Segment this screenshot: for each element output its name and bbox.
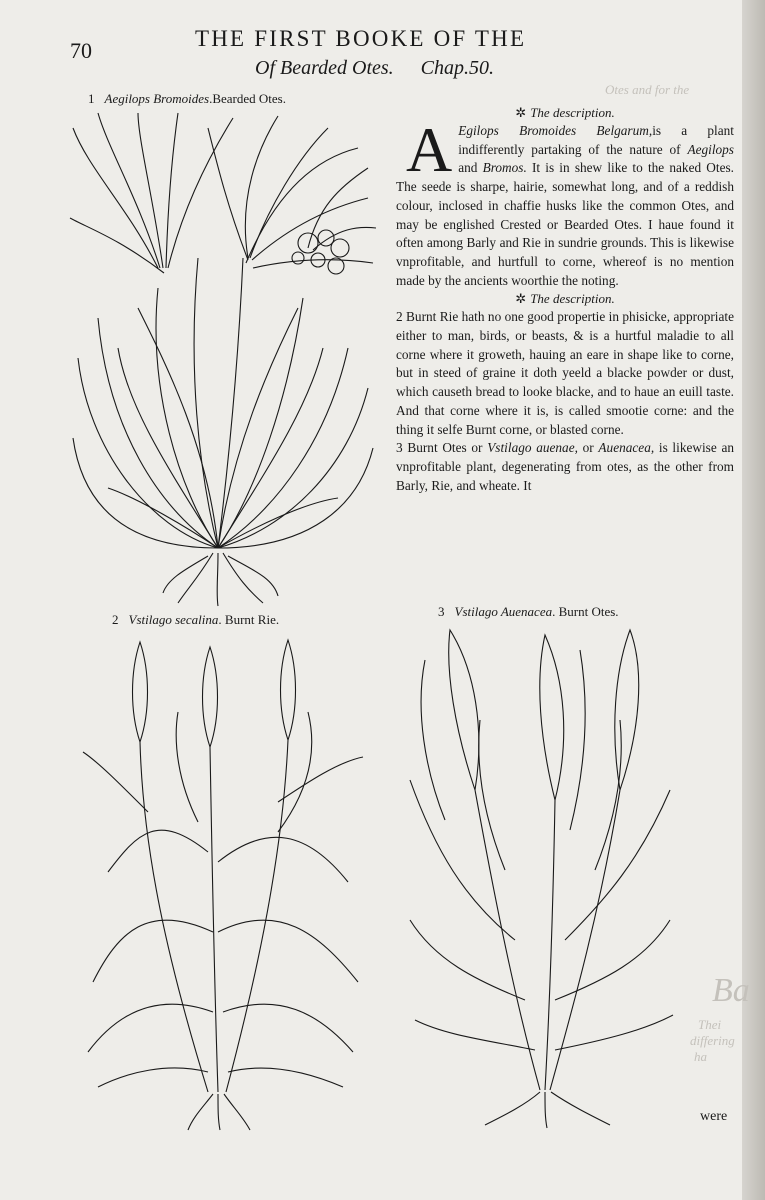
figure-caption-1 <box>88 91 286 107</box>
fleuron-icon: ✲ <box>515 105 527 120</box>
section-heading: ✲ The description. <box>515 105 615 120</box>
figure-number: 3 <box>438 604 445 619</box>
paragraph-burnt-otes: 3 Burnt Otes or Vstilago auenae, or Auenacea, is likewise an vnprofitable plant, degenerating from otes, as the other from Barly, Rie, and wheate. It <box>396 440 734 493</box>
figure-english-name: .Bearded Otes. <box>209 91 286 106</box>
catchword: were <box>700 1109 728 1124</box>
burnt-otes-woodcut <box>405 620 675 1130</box>
bleed-through-text: Ba <box>712 972 750 1009</box>
figure-latin-name: Vstilago Auenacea <box>454 604 553 619</box>
page-number: 70 <box>70 38 92 63</box>
paragraph-bearded-otes: A Egilops Bromoides Belgarum,is a plant indifferently partaking of the nature of Aegilops and Bromos. It is in shew like to the naked Otes. The seede is sharpe, hairie, somewhat long, and of a reddish colour, inclosed in chaffie husks like the common Otes, and may be englished Crested or Bearded Otes. I haue found it often among Barly and Rie in sundrie grounds. This is likewise vnprofitable, and hurtfull to corne, whereof is no mention made by the ancients woorthie the noting. <box>396 114 734 288</box>
bleed-through-text: Otes and for the <box>605 82 690 97</box>
figure-caption-2 <box>112 612 279 628</box>
figure-english-name: . Burnt Otes. <box>552 604 619 619</box>
chapter-number: Chap.50. <box>420 57 495 79</box>
bleed-through-text: Thei <box>698 1017 722 1032</box>
bearded-otes-woodcut <box>68 108 378 608</box>
page-edge-shadow <box>742 0 765 1200</box>
figure-number: 1 <box>88 91 95 106</box>
fleuron-icon: ✲ <box>515 291 527 307</box>
running-head: THE FIRST BOOKE OF THE <box>195 26 527 51</box>
bleed-through-text: differing <box>690 1033 735 1048</box>
section-heading: ✲ The description. <box>515 291 615 307</box>
burnt-rie-woodcut <box>78 632 368 1132</box>
figure-caption-3 <box>438 604 619 620</box>
figure-english-name: . Burnt Rie. <box>218 612 280 627</box>
chapter-title <box>255 57 494 80</box>
figure-number: 2 <box>112 612 119 627</box>
description-text-column <box>396 104 734 495</box>
drop-cap: A <box>406 114 453 185</box>
figure-latin-name: Vstilago secalina <box>128 612 219 627</box>
paragraph-burnt-rie: 2 Burnt Rie hath no one good propertie in phisicke, appropriate either to man, birds, or beasts, & is a hurtful maladie to all corne where it groweth, hauing an eare in shape like to corne, but in steed of graine it doth yeeld a blacke powder or dust, which causeth bread to looke blacke, and to haue an euill taste. And that corne where it is, is called smootie corne: and the thing it selfe Burnt corne, or blasted corne. <box>396 309 734 437</box>
chapter-name: Of Bearded Otes. <box>255 57 394 79</box>
figure-latin-name: Aegilops Bromoides <box>104 91 210 106</box>
bleed-through-text: ha <box>694 1049 707 1064</box>
